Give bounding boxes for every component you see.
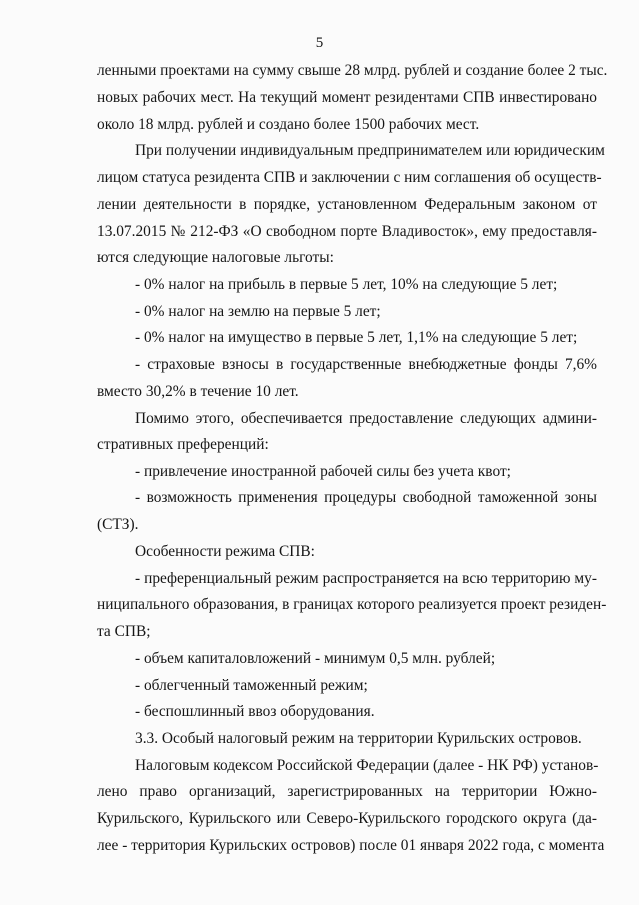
text-line: новых рабочих мест. На текущий момент резидентами СПВ инвестировано bbox=[97, 89, 597, 106]
text-line: лее - территория Курильских островов) после 01 января 2022 года, с момента bbox=[97, 837, 605, 854]
list-item: - страховые взносы в государственные внебюджетные фонды 7,6% bbox=[135, 356, 597, 373]
list-item: - возможность применения процедуры свободной таможенной зоны bbox=[135, 489, 597, 506]
text-line: лицом статуса резидента СПВ и заключении с ним соглашения об осуществ- bbox=[97, 169, 602, 186]
list-item: - преференциальный режим распространяется на всю территорию му- bbox=[135, 570, 597, 587]
text-line: (СТЗ). bbox=[97, 516, 139, 533]
text-line: Налоговым кодексом Российской Федерации (далее - НК РФ) установ- bbox=[135, 757, 599, 774]
section-heading: 3.3. Особый налоговый режим на территории Курильских островов. bbox=[135, 730, 582, 747]
text-line: стративных преференций: bbox=[97, 436, 269, 453]
text-line: лении деятельности в порядке, установленном Федеральным законом от bbox=[97, 196, 597, 213]
page-number: 5 bbox=[315, 35, 324, 51]
text-line: та СПВ; bbox=[97, 623, 151, 640]
text-line: Курильского, Курильского или Северо-Курильского городского округа (да- bbox=[97, 810, 597, 827]
text-line: ются следующие налоговые льготы: bbox=[97, 249, 334, 266]
text-line: Помимо этого, обеспечивается предоставление следующих админи- bbox=[135, 410, 597, 427]
text-line: ниципального образования, в границах которого реализуется проект резиден- bbox=[97, 596, 607, 613]
text-line: Особенности режима СПВ: bbox=[135, 543, 315, 560]
list-item: - 0% налог на прибыль в первые 5 лет, 10% на следующие 5 лет; bbox=[135, 276, 558, 293]
text-line: вместо 30,2% в течение 10 лет. bbox=[97, 383, 299, 400]
text-line: ленными проектами на сумму свыше 28 млрд. рублей и создание более 2 тыс. bbox=[97, 62, 608, 79]
list-item: - беспошлинный ввоз оборудования. bbox=[135, 703, 375, 720]
list-item: - облегченный таможенный режим; bbox=[135, 677, 368, 694]
text-line: 13.07.2015 № 212-ФЗ «О свободном порте Владивосток», ему предоставля- bbox=[97, 223, 597, 240]
text-line: лено право организаций, зарегистрированных на территории Южно- bbox=[97, 783, 597, 800]
list-item: - привлечение иностранной рабочей силы без учета квот; bbox=[135, 463, 511, 480]
text-line: около 18 млрд. рублей и создано более 1500 рабочих мест. bbox=[97, 116, 480, 133]
text-line: При получении индивидуальным предпринимателем или юридическим bbox=[135, 142, 605, 159]
list-item: - объем капиталовложений - минимум 0,5 млн. рублей; bbox=[135, 650, 496, 667]
list-item: - 0% налог на имущество в первые 5 лет, 1,1% на следующие 5 лет; bbox=[135, 329, 578, 346]
list-item: - 0% налог на землю на первые 5 лет; bbox=[135, 303, 381, 320]
